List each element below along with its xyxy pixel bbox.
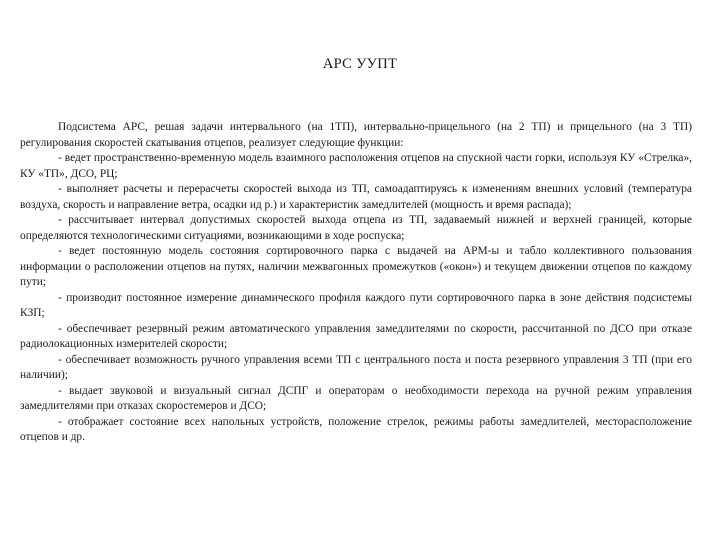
paragraph-item: - выдает звуковой и визуальный сигнал ДСПГ и операторам о необходимости перехода на ручной режим управления замедлителями при отказах скоростемеров и ДСО; xyxy=(20,384,692,412)
paragraph-item: - обеспечивает резервный режим автоматического управления замедлителями по скорости, рассчитанной по ДСО при отказе радиолокационных измерителей скорости; xyxy=(20,322,692,350)
paragraph-item: - отображает состояние всех напольных устройств, положение стрелок, режимы работы замедлителей, месторасположение отцепов и др. xyxy=(20,415,692,443)
paragraph-item: - рассчитывает интервал допустимых скоростей выхода отцепа из ТП, задаваемый нижней и верхней границей, которые определяются технологическими ситуациями, возникающими в ходе роспуска; xyxy=(20,214,692,242)
paragraph-item: - обеспечивает возможность ручного управления всеми ТП с центрального поста и поста резервного управления 3 ТП (при его наличии); xyxy=(20,353,692,381)
paragraph-intro: Подсистема АРС, решая задачи интервального (на 1ТП), интервально-прицельного (на 2 ТП) и прицельного (на 3 ТП) регулирования скоростей скатывания отцепов, реализует следующие функции: xyxy=(20,121,692,149)
document-title: АРС УУПТ xyxy=(322,56,398,72)
paragraph-item: - выполняет расчеты и перерасчеты скоростей выхода из ТП, самоадаптируясь к изменениям внешних условий (температура воздуха, скорость и направление ветра, осадки ид р.) и характеристик замедлителей (мощность и время распада); xyxy=(20,183,692,211)
paragraph-item: - ведет постоянную модель состояния сортировочного парка с выдачей на АРМ-ы и табло коллективного пользования информации о расположении отцепов на путях, наличии межвагонных промежутков («окон») и текущем движении отцепов по каждому пути; xyxy=(20,245,692,288)
document-body xyxy=(20,120,692,446)
paragraph-item: - ведет пространственно-временную модель взаимного расположения отцепов на спускной части горки, используя КУ «Стрелка», КУ «ТП», ДСО, РЦ; xyxy=(20,152,692,180)
paragraph-item: - производит постоянное измерение динамического профиля каждого пути сортировочного парка в зоне действия подсистемы КЗП; xyxy=(20,291,692,319)
